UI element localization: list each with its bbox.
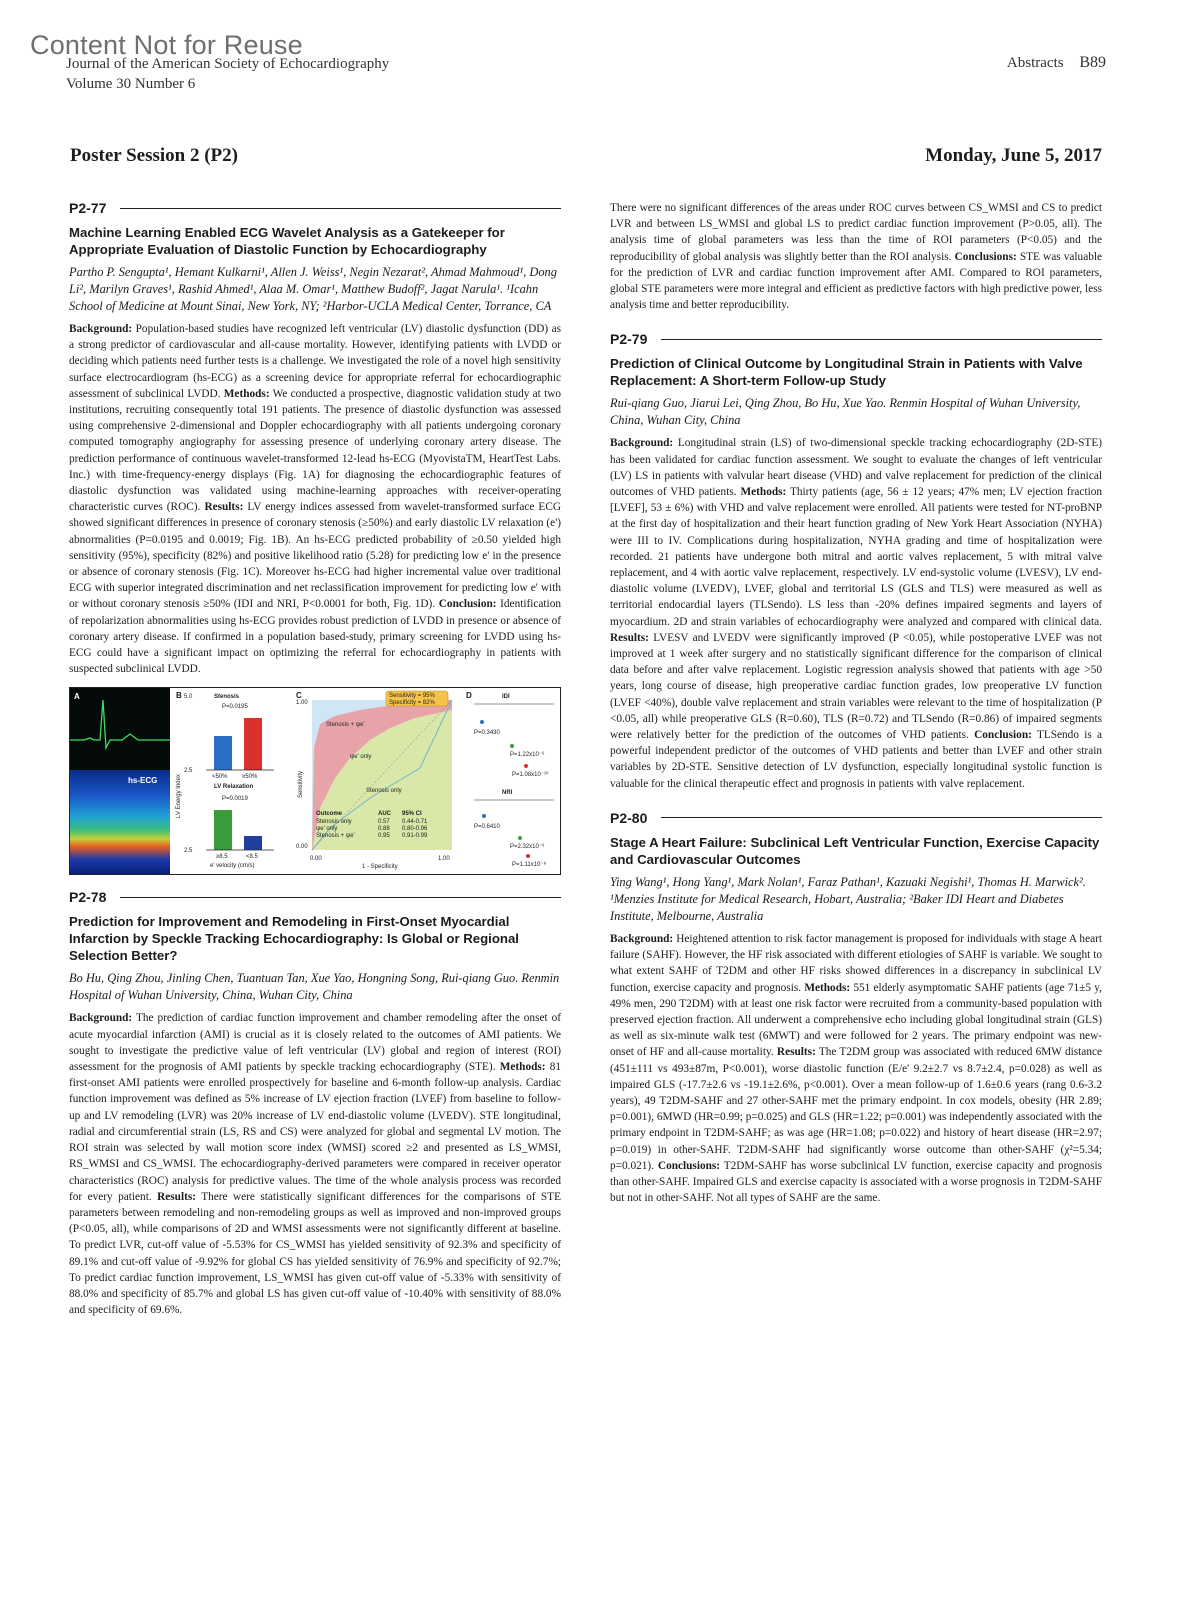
background-label: Background:: [610, 932, 674, 945]
methods-text: We conducted a prospective, diagnostic validation study at two institutions, recruiting consequently total 191 patients. The presence of diastolic dysfunction was assessed using comprehensive 2-dimensional and Doppler echocardiography with all patients undergoing coronary computed tomography angiography for assessing presence of underlying coronary artery disease. The prediction performance of continuous wavelet-transformed 12-lead hs-ECG (MyovistaTM, HeartTest Labs. Inc.) with time-frequency-energy displays (Fig. 1A) for diagnosing the echocardiographic features of diastolic dysfunction was validated using machine-learning approaches with receiver-operating characteristic curves (ROC).: [69, 387, 562, 514]
abstract-id-row: [610, 810, 1102, 826]
table-row-3-label: Stenosis + ψe': [316, 833, 355, 840]
abstract-body: [69, 1010, 561, 1318]
abstract-authors: Ying Wang¹, Hong Yang¹, Mark Nolan¹, Faraz Pathan¹, Kazuaki Negishi¹, Thomas H. Marwick². ¹Menzies Institute for Medical Research, Hobart, Australia; ²Baker IDI Heart and Diabetes Institute, Melbourne, Australia: [610, 874, 1086, 923]
wavelet-spectrum: [70, 770, 170, 874]
idi-p2: P=1.22x10⁻⁶: [510, 752, 545, 759]
stenosis-title: Stenosis: [214, 694, 240, 701]
background-text: Population-based studies have recognized left ventricular (LV) diastolic dysfunction (DD) as a strong predictor of cardiovascular and all-cause mortality. However, identifying patients with LVDD or deciding which patients need further tests is a challenge. We investigated the role of a novel high sensitivity surface electrocardiogram (hs-ECG) as a screening device for appropriate referral for echocardiographic assessment of subclinical LVDD.: [69, 323, 561, 400]
continued-text: There were no significant differences of the areas under ROC curves between CS_WMSI and CS to predict LVR and between LS_WMSI and global LS to predict cardiac function improvement (P>0.05, all). The analysis time of global parameters was less than the time of ROI parameters (P<0.05) and the reproducibility of global analysis was slightly better than the ROI analysis.: [610, 202, 1102, 263]
abstract-continuation: [610, 200, 1102, 313]
background-text: The prediction of cardiac function improvement and chamber remodeling after the onset of acute myocardial infarction (AMI) is crucial as it is closely related to the outcomes of AMI patients. We sought to investigate the predictive value of left ventricular (LV) global and region of interest (ROI) assessment for the prognosis of AMI patients by speckle tracking echocardiography (STE).: [69, 1012, 561, 1074]
label-ge85: ≥8.5: [216, 854, 228, 861]
left-column: [69, 200, 561, 1318]
roc-y-label: Sensitivity: [298, 771, 304, 799]
idi-point-3: [524, 764, 528, 768]
results-label: Results:: [776, 1046, 816, 1059]
nri-title: NRI: [502, 790, 513, 797]
bar-stenosis-lt50: [214, 736, 232, 770]
table-row-2-ci: 0.80-0.96: [402, 826, 428, 833]
background-label: Background:: [69, 1012, 133, 1025]
conclusions-label: Conclusions:: [657, 1159, 721, 1172]
label-e-only: ψe' only: [350, 754, 372, 761]
panel-b-label: B: [176, 691, 182, 701]
background-label: Background:: [69, 323, 133, 335]
ecg-trace-area: [70, 688, 170, 770]
nri-point-2: [518, 836, 522, 840]
figure-1: [69, 687, 561, 875]
background-text: Longitudinal strain (LS) of two-dimensional speckle tracking echocardiography (2D-STE) has been validated for cardiac function assessment. We sought to evaluate the changes of left ventricular (LV) LS in patients with valvular heart disease (VHD) and valve replacement for prediction of the clinical outcomes of VHD patients.: [610, 437, 1102, 499]
methods-label: Methods:: [223, 387, 270, 400]
abstract-body: [69, 321, 561, 677]
results-label: Results:: [157, 1190, 197, 1203]
nri-p2: P=2.32x10⁻⁶: [510, 844, 545, 851]
divider: [661, 339, 1102, 340]
roc-x-min: 0.00: [310, 856, 322, 863]
panel-b-energy-bars: [170, 688, 290, 874]
relaxation-p: P=0.0019: [222, 796, 248, 803]
ecg-trace: [70, 688, 170, 770]
results-text: LVESV and LVEDV were significantly improved (P <0.05), while postoperative LVEF was not improved at 1 week after surgery and no statistically significant difference for the comparison of clinical data before and after valve replacement. Logistic regression analysis showed that patients with age >50 years, long course of disease, high preoperative cardiac function grades, low preoperative LV function (LVEF <40%), double valve replacement and strain variables were relevant to the time of hospitalization (P <0.05, all) while preoperative GLS (R=0.60), TLS (R=0.72) and TLSendo (R=0.86) of impaired segments were relatively better for the prediction of the outcomes of VHD patients.: [610, 631, 1102, 742]
roc-y-max: 1.00: [296, 700, 308, 707]
stenosis-p: P=0.0195: [222, 704, 248, 711]
background-text: Heightened attention to risk factor management is proposed for individuals with stage A heart failure (SAHF). However, the HF risk associated with different etiologies of SAHF is variable. We sought to what extent SAHF of T2DM and other HF risks showed differences in a discrepancy in subclinical LV function, exercise capacity and prognosis.: [610, 932, 1103, 994]
roc-y-min: 0.00: [296, 844, 308, 851]
roc-x-max: 1.00: [438, 856, 450, 863]
table-row-3-auc: 0.95: [378, 833, 390, 840]
results-text: The T2DM group was associated with reduced 6MW distance (451±111 vs 493±87m, P<0.001), worse diastolic function (E/e' 9.2±2.7 vs 8.7±2.4, p=0.028) as well as impaired GLS (-17.7±2.6 vs -19.1±2.6%, p<0.001). Over a mean follow-up of 1.6±0.6 years (rang 0.6-3.2 years), 49 T2DM-SAHF and 27 other-SAHF met the primary endpoint. In cox models, obesity (HR 2.89; p=0.001), 6MWD (HR=0.99; p=0.025) and GLS (HR=1.22; p=0.001) was independently associated with the primary endpoint in T2DM-SAHF; as was age (HR=1.08; p=0.022) and history of heart disease (HR=2.97; p=0.019) in other-SAHF. T2DM-SAHF had significantly worse outcome than other-SAHF (χ²=5.34; p=0.021).: [610, 1046, 1102, 1172]
b-y-bottom: 2.5: [184, 848, 193, 855]
idi-point-1: [480, 720, 484, 724]
hs-ecg-label: hs-ECG: [128, 776, 158, 786]
panel-c-roc: [290, 688, 460, 874]
panel-b-chart: [170, 688, 290, 872]
results-text: LV energy indices assessed from wavelet-transformed surface ECG showed significant differences in presence of coronary stenosis (≥50%) and early diastolic LV relaxation (e') abnormalities (P=0.0195 and 0.0019; Fig. 1B). An hs-ECG predicted probability of ≥0.50 yielded high sensitivity (95%), specificity (82%) and positive likelihood ratio (5.28) for predicting low e' in the presence or absence of coronary stenosis (Fig. 1C). Moreover hs-ECG had higher incremental value over traditional ECG with superior integrated discrimination and net reclassification improvement for predicting low e' with or without coronary stenosis ≥50% (IDI and NRI, P<0.0001 for both, Fig. 1D).: [69, 501, 562, 611]
conclusions-text: T2DM-SAHF has worse subclinical LV function, exercise capacity and prognosis than other-SAHF. Impaired GLS and exercise capacity is associated with a worse prognosis in T2DM-SAHF but not in other-SAHF. Not all types of SAHF are the same.: [610, 1159, 1102, 1205]
abstract-title: Prediction for Improvement and Remodeling in First-Onset Myocardial Infarction by Speckle Tracking Echocardiography: Is Global or Regional Selection Better?: [69, 914, 519, 964]
bar-relax-lt85: [244, 836, 262, 850]
b-y-top: 5.0: [184, 694, 193, 701]
b-y-mid: 2.5: [184, 768, 193, 775]
table-ci-header: 95% CI: [402, 811, 422, 818]
roc-x-label: 1 - Specificity: [362, 864, 398, 871]
idi-p1: P=0.3430: [474, 730, 500, 737]
divider: [120, 897, 561, 898]
idi-title: IDI: [502, 694, 510, 701]
results-text: There were statistically significant differences for the comparisons of STE parameters between remodeling and non-remodeling groups as well as improved and non-improved groups (P<0.05, all), while comparisons of 2D and WMSI assessments were not significantly different at baseline. To predict LVR, cut-off value of -5.53% for CS_WMSI has yielded sensitivity of 92.3% and specificity of 89.1% and cut-off value of -9.92% for global CS has yielded sensitivity of 76.9% and specificity of 92.7%; To predict cardiac function improvement, LS_WMSI has given cut-off value of -5.33% with sensitivity of 88.0% and specificity of 85.7% and global LS has given cut-off value of -10.40% with sensitivity of 88.0% and specificity of 69.6%.: [69, 1190, 561, 1317]
lv-relaxation-title: LV Relaxation: [214, 784, 254, 791]
abstract-id-row: [69, 200, 561, 216]
results-label: Results:: [610, 631, 649, 644]
panel-d-chart: [460, 688, 558, 872]
methods-label: Methods:: [804, 981, 851, 994]
journal-name: Journal of the American Society of Echocardiography: [66, 56, 390, 72]
methods-label: Methods:: [499, 1061, 546, 1074]
session-title: Poster Session 2 (P2): [70, 145, 238, 166]
abstract-id: P2-80: [610, 809, 648, 826]
label-stenosis-e: Stenosis + ψe': [326, 722, 365, 729]
abstract-title: Stage A Heart Failure: Subclinical Left Ventricular Function, Exercise Capacity and Cardiovascular Outcomes: [610, 834, 1100, 867]
abstract-title: Prediction of Clinical Outcome by Longitudinal Strain in Patients with Valve Replacement: A Short-term Follow-up Study: [610, 356, 1083, 389]
nri-p3: P=1.11x10⁻⁸: [512, 862, 547, 869]
background-label: Background:: [610, 437, 674, 450]
divider: [120, 208, 561, 209]
conclusion-text: Identification of repolarization abnormalities using hs-ECG provides robust prediction of LVDD in presence or absence of coronary artery disease. If confirmed in a population based-study, primary screening for LVDD using hs-ECG could have a significant impact on optimizing the referral for echocardiography in patients with suspected subclinical LVDD.: [69, 598, 561, 676]
conclusions-text: STE was valuable for the prediction of LVR and cardiac function improvement after AMI. Compared to ROI parameters, global STE parameters were more integral and efficient as predictive factors with high predictive power, less analysis time and better reproducibility.: [610, 250, 1103, 312]
nri-point-3: [526, 854, 530, 858]
bar-relax-ge85: [214, 810, 232, 850]
section-label: Abstracts: [1006, 55, 1064, 71]
session-date: Monday, June 5, 2017: [925, 145, 1102, 166]
lv-energy-axis-label: LV Energy Index: [176, 774, 182, 819]
idi-point-2: [510, 744, 514, 748]
label-stenosis-only: Stenosis only: [366, 788, 402, 795]
table-row-1-label: Stenosis only: [316, 819, 352, 826]
panel-c-label: C: [296, 691, 302, 701]
abstract-id: P2-77: [69, 200, 107, 216]
bar-stenosis-ge50: [244, 718, 262, 770]
nri-p1: P=0.6410: [474, 824, 500, 831]
conclusion-label: Conclusion:: [974, 729, 1032, 742]
page-number: B89: [1079, 54, 1106, 71]
abstract-id-row: [69, 889, 561, 905]
table-row-3-ci: 0.91-0.99: [402, 833, 428, 840]
label-lt85: <8.5: [246, 854, 258, 861]
label-ge50: ≥50%: [242, 774, 258, 781]
methods-text: 81 first-onset AMI patients were enrolled prospectively for baseline and 6-month follow-up analysis. Cardiac function improvement was defined as 5% increase of LV ejection fraction (LVEF) from baseline to follow-up and LV remodeling (LVR) was 20% increase of LV end-diastolic volume (LVEDV). STE longitudinal, radial and circumferential strain (LS, RS and CS) were analyzed for global and segmental LV motion. The ROI strain was selected by wall motion score index (WMSI) scored ≥2 and presented as LS_WMSI, RS_WMSI and CS_WMSI. The echocardiography-derived parameters were compared in receiver operator characteristics (ROC) analysis for predictive values. The time of the whole analysis process was recorded for every patient.: [69, 1061, 562, 1203]
abstract-body: [610, 931, 1102, 1206]
divider: [661, 817, 1102, 818]
conclusions-label: Conclusions:: [954, 250, 1017, 263]
table-auc-header: AUC: [378, 811, 391, 818]
e-velocity-label: e' velocity (cm/s): [210, 863, 255, 870]
right-column: [610, 200, 1102, 1206]
label-lt50: <50%: [212, 774, 228, 781]
table-row-2-label: ψe' only: [316, 826, 338, 833]
watermark: Content Not for Reuse: [30, 30, 303, 60]
table-row-1-ci: 0.44-0.71: [402, 819, 428, 826]
abstract-authors: Partho P. Sengupta¹, Hemant Kulkarni¹, Allen J. Weiss¹, Negin Nezarat², Ahmad Mahmoud¹, Dong Li², Marilyn Graves¹, Rashid Ahmed¹, Alaa M. Omar¹, Matthew Budoff², Jagat Narula¹. ¹Icahn School of Medicine at Mount Sinai, New York, NY; ²Harbor-UCLA Medical Center, Torrance, CA: [69, 265, 557, 313]
conclusion-text: TLSendo is a powerful independent predictor of the outcomes of VHD patients and better than LVEF and other strain variables by 2D-STE. Sensitive detection of LV dysfunction, especially longitudinal systolic function is valuable for the clinical therapeutic effect and prognosis in patients with valve replacement.: [610, 729, 1103, 790]
table-row-2-auc: 0.88: [378, 826, 390, 833]
page-header: [1007, 54, 1106, 72]
abstract-body: [610, 435, 1102, 791]
abstract-authors: Bo Hu, Qing Zhou, Jinling Chen, Tuantuan Tan, Xue Yao, Hongning Song, Rui-qiang Guo. Renmin Hospital of Wuhan University, China, Wuhan City, China: [69, 971, 560, 1003]
methods-label: Methods:: [740, 486, 787, 499]
journal-volume: Volume 30 Number 6: [66, 76, 196, 92]
abstract-id-row: [610, 331, 1102, 347]
sensitivity-value: Sensitivity = 95%: [389, 693, 435, 700]
panel-d-label: D: [466, 691, 472, 701]
idi-p3: P=1.08x10⁻¹⁰: [512, 772, 549, 779]
specificity-value: Specificity = 82%: [389, 700, 435, 707]
methods-text: Thirty patients (age, 56 ± 12 years; 47% men; LV ejection fraction [LVEF], 53 ± 6%) with VHD and valve replacement were enrolled. All patients were tested for NT-proBNP at the first day of hospitalization and their heart function grading of New York Heart Association (NYHA) were III to IV. Complications during hospitalization, NYHA grading and time of hospitalization were recorded. 21 patients have undergone both mitral and aortic valves replacement, 5 with mitral valve replacement, and 4 with aortic valve replacement, respectively. LV end-systolic volume (LVESV), LV end-diastolic volume (LVEDV), LVEF, global and territorial LS (GLS and TLS) were measured as well as territorial endocardial layers (TLSendo). LS less than -20% defines impaired segments and layers of myocardium. 2D and strain variables of echocardiography were analyzed and compared with clinical data.: [610, 486, 1103, 628]
table-outcome-header: Outcome: [316, 811, 343, 818]
abstract-authors: Rui-qiang Guo, Jiarui Lei, Qing Zhou, Bo Hu, Xue Yao. Renmin Hospital of Wuhan University, China, Wuhan City, China: [610, 396, 1081, 428]
abstract-id: P2-79: [610, 331, 648, 348]
panel-a-hs-ecg: [70, 688, 170, 874]
abstract-id: P2-78: [69, 889, 107, 906]
panel-a-label: A: [74, 692, 80, 702]
table-row-1-auc: 0.57: [378, 819, 390, 826]
nri-point-1: [482, 814, 486, 818]
results-label: Results:: [204, 501, 244, 514]
roc-chart: [290, 688, 460, 872]
abstract-title: Machine Learning Enabled ECG Wavelet Analysis as a Gatekeeper for Appropriate Evaluation of Diastolic Function by Echocardiography: [69, 225, 505, 257]
panel-d-idi-nri: [460, 688, 560, 874]
methods-text: 551 elderly asymptomatic SAHF patients (age 71±5 y, 49% men, 290 T2DM) with at least one risk factor were recruited from a community-based population with preserved ejection fraction. All underwent a comprehensive echo including global longitudinal strain (GLS) as well as six-minute walk test (6MWT) and were followed for 2 years. The primary endpoint was new-onset of HF and all-cause mortality.: [610, 981, 1102, 1059]
conclusion-label: Conclusion:: [438, 598, 497, 611]
